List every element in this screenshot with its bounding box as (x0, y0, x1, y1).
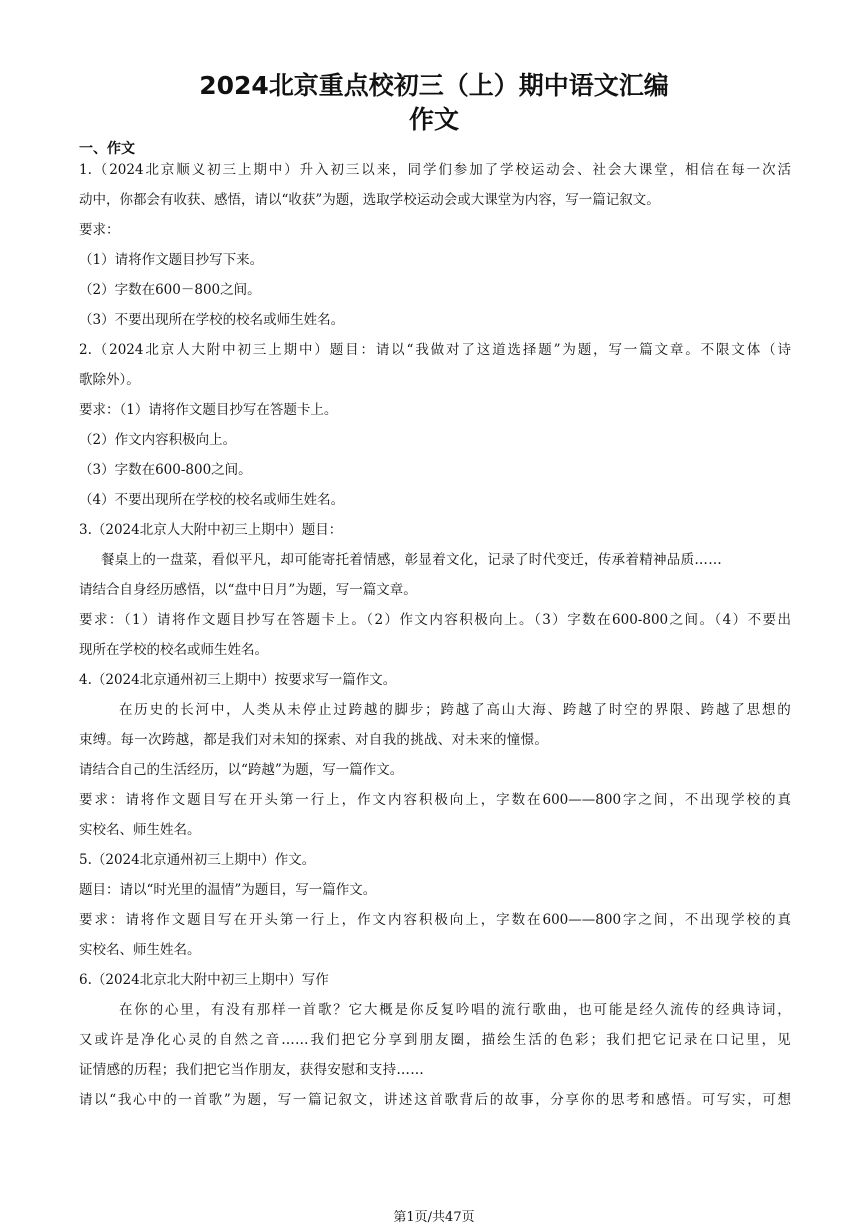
text-line: 2.（2024北京人大附中初三上期中）题目：请以“我做对了这道选择题”为题，写一篇文章。不限文体（诗 (79, 342, 791, 358)
text-line: 又或许是净化心灵的自然之音……我们把它分享到朋友圈，描绘生活的色彩；我们把它记录在口记里，见 (79, 1032, 791, 1048)
text-line: 动中，你都会有收获、感悟，请以“收获”为题，选取学校运动会或大课堂为内容，写一篇记叙文。 (79, 192, 660, 208)
text-line: （1）请将作文题目抄写下来。 (79, 252, 264, 268)
text-line: 束缚。每一次跨越，都是我们对未知的探索、对自我的挑战、对未来的憧憬。 (79, 732, 549, 748)
text-line: 4.（2024北京通州初三上期中）按要求写一篇作文。 (79, 672, 397, 688)
text-line: 实校名、师生姓名。 (79, 942, 201, 958)
text-line: 要求：请将作文题目写在开头第一行上，作文内容积极向上，字数在600——800字之间，不出现学校的真 (79, 912, 791, 928)
text-line: 请结合自己的生活经历，以“跨越”为题，写一篇作文。 (79, 762, 404, 778)
text-line: 要求： (79, 222, 120, 238)
text-line: （2）字数在600－800之间。 (79, 282, 261, 298)
text-line: 5.（2024北京通州初三上期中）作文。 (79, 852, 316, 868)
page-subtitle: 作文 (408, 105, 459, 134)
text-line: 请以“我心中的一首歌”为题，写一篇记叙文，讲述这首歌背后的故事，分享你的思考和感悟。可写实，可想 (79, 1092, 791, 1108)
text-line: 6.（2024北京北大附中初三上期中）写作 (79, 972, 329, 988)
text-line: 餐桌上的一盘菜，看似平凡，却可能寄托着情感，彰显着文化，记录了时代变迁，传承着精神品质…… (101, 552, 722, 568)
text-line: 歌除外）。 (79, 372, 140, 388)
text-line: 1.（2024北京顺义初三上期中）升入初三以来，同学们参加了学校运动会、社会大课堂，相信在每一次活 (79, 162, 791, 178)
text-line: 要求：（1）请将作文题目抄写在答题卡上。 (79, 402, 338, 418)
text-line: （4）不要出现所在学校的校名或师生姓名。 (79, 492, 345, 508)
page-number: 第1页/共47页 (393, 1210, 475, 1225)
text-line: 要求：（1）请将作文题目抄写在答题卡上。（2）作文内容积极向上。（3）字数在600-800之间。（4）不要出 (79, 612, 791, 628)
text-line: 在历史的长河中，人类从未停止过跨越的脚步；跨越了高山大海、跨越了时空的界限、跨越了思想的 (119, 702, 791, 718)
text-line: 题目：请以“时光里的温情”为题目，写一篇作文。 (79, 882, 377, 898)
text-line: 3.（2024北京人大附中初三上期中）题目： (79, 522, 343, 538)
text-line: （3）字数在600-800之间。 (79, 462, 252, 478)
text-line: （2）作文内容积极向上。 (79, 432, 237, 448)
text-line: 在你的心里，有没有那样一首歌？它大概是你反复吟唱的流行歌曲，也可能是经久流传的经典诗词， (119, 1002, 791, 1018)
text-line: 实校名、师生姓名。 (79, 822, 201, 838)
text-line: 证情感的历程；我们把它当作朋友，获得安慰和支持…… (79, 1062, 424, 1078)
text-line: 请结合自身经历感悟，以“盘中日月”为题，写一篇文章。 (79, 582, 417, 598)
section-heading: 一、作文 (79, 141, 135, 157)
page-title: 2024北京重点校初三（上）期中语文汇编 (199, 71, 669, 100)
text-line: 要求：请将作文题目写在开头第一行上，作文内容积极向上，字数在600——800字之间，不出现学校的真 (79, 792, 791, 808)
document-body (79, 155, 791, 1115)
text-line: （3）不要出现所在学校的校名或师生姓名。 (79, 312, 345, 328)
text-line: 现所在学校的校名或师生姓名。 (79, 642, 268, 658)
